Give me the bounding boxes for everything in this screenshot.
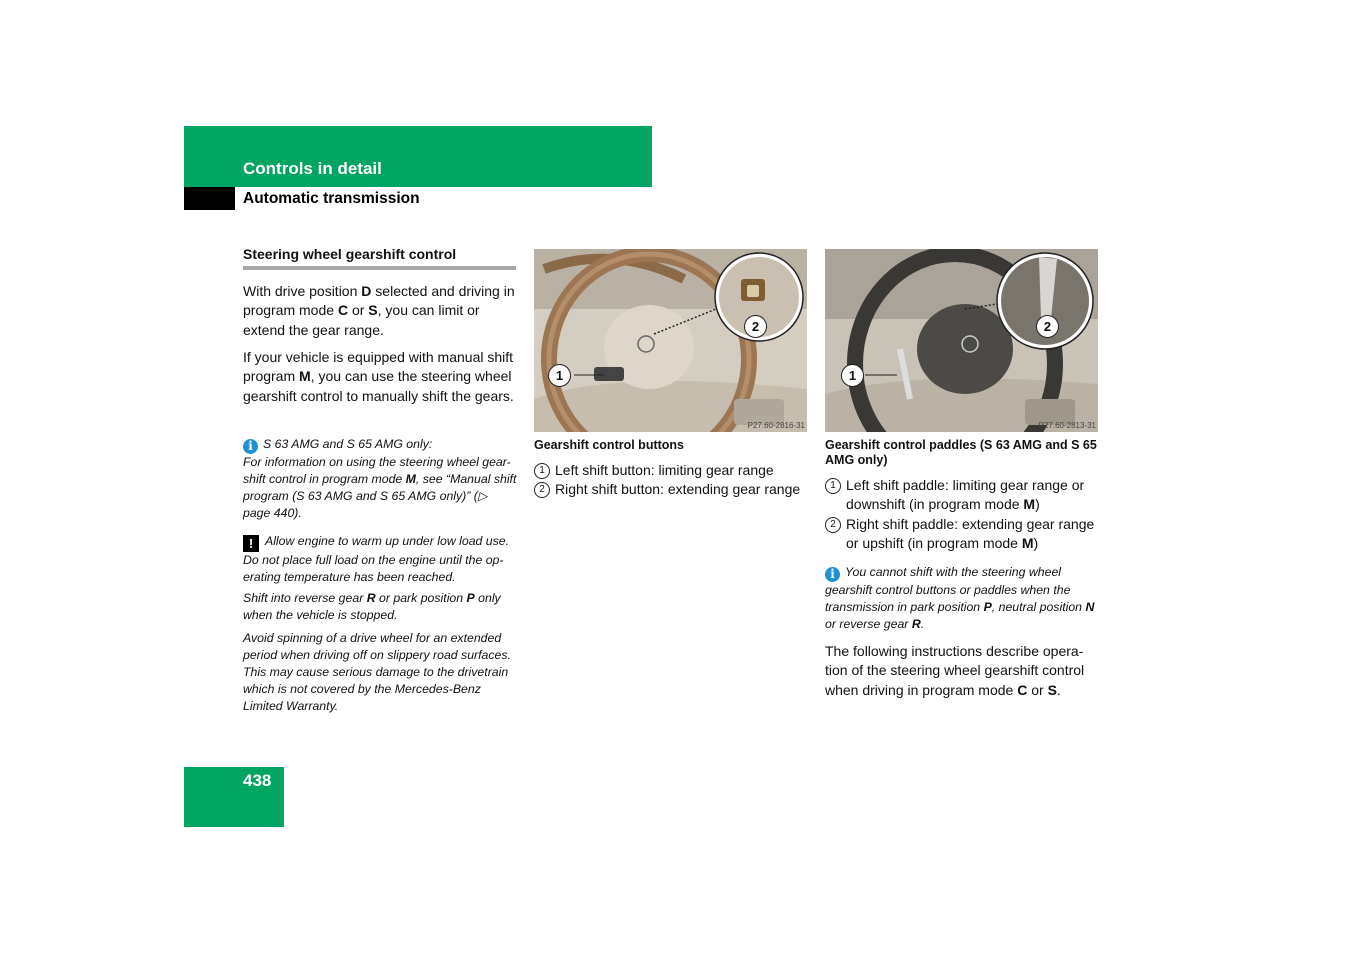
heading-rule: [243, 266, 516, 270]
legend-list: [534, 461, 807, 500]
manual-shift-paragraph: If your vehicle is equipped with manual shift program M, you can use the steering wheel gearshift control to manually shift the gears.: [243, 349, 514, 404]
subsection-heading: Steering wheel gearshift control: [243, 246, 457, 262]
callout-2: 2: [744, 315, 767, 338]
callout-number: 2: [534, 482, 550, 498]
list-item: 2 Right shift paddle: extending gear range or upshift (in program mode M): [825, 515, 1098, 554]
callout-number: 1: [534, 463, 550, 479]
warning-icon: !: [243, 535, 259, 552]
info-note: i You cannot shift with the steering wheel gearshift control buttons or paddles when the transmission in park position P, neutral position N or reverse gear R.: [825, 565, 1095, 631]
steering-wheel-buttons-photo: [534, 249, 807, 432]
instructions-paragraph: The following instructions describe opera-tion of the steering wheel gearshift control when driving in program mode C or S.: [825, 643, 1085, 698]
info-icon: i: [243, 439, 258, 454]
callout-1: 1: [841, 364, 864, 387]
callout-1: 1: [548, 364, 571, 387]
callout-2: 2: [1036, 315, 1059, 338]
list-item: 2 Right shift button: extending gear range: [534, 480, 807, 499]
info-note: i S 63 AMG and S 65 AMG only: For information on using the steering wheel gear-shift control in program mode M, see “Manual shift program (S 63 AMG and S 65 AMG only)” (▷ page 440).: [243, 437, 517, 520]
steering-wheel-paddles-photo: [825, 249, 1098, 432]
section-marker: [184, 187, 235, 210]
section-title: Automatic transmission: [243, 190, 420, 207]
legend-list: [825, 476, 1098, 553]
figure-caption: Gearshift control buttons: [534, 438, 684, 452]
callout-number: 2: [825, 517, 841, 533]
figure-code: P27.60-2813-31: [1038, 421, 1096, 430]
figure-caption: Gearshift control paddles (S 63 AMG and S 65 AMG only): [825, 438, 1097, 467]
info-icon: i: [825, 567, 840, 582]
warning-spinning: Avoid spinning of a drive wheel for an extended period when driving off on slippery road surfaces. This may cause serious damage to the drivetrain which is not covered by the Mercedes-Benz Limited Warranty.: [243, 631, 511, 713]
list-item: 1 Left shift button: limiting gear range: [534, 461, 807, 480]
list-item: 1 Left shift paddle: limiting gear range or downshift (in program mode M): [825, 476, 1098, 515]
figure-code: P27.60-2816-31: [747, 421, 805, 430]
chapter-title: Controls in detail: [243, 159, 382, 178]
warning-reverse: Shift into reverse gear R or park position P only when the vehicle is stopped.: [243, 591, 501, 622]
callout-number: 1: [825, 478, 841, 494]
intro-paragraph: With drive position D selected and driving in program mode C or S, you can limit or extend the gear range.: [243, 283, 515, 338]
warning-note: ! Allow engine to warm up under low load use. Do not place full load on the engine until the op-erating temperature has been reached.: [243, 534, 510, 584]
page-number: 438: [243, 771, 272, 790]
